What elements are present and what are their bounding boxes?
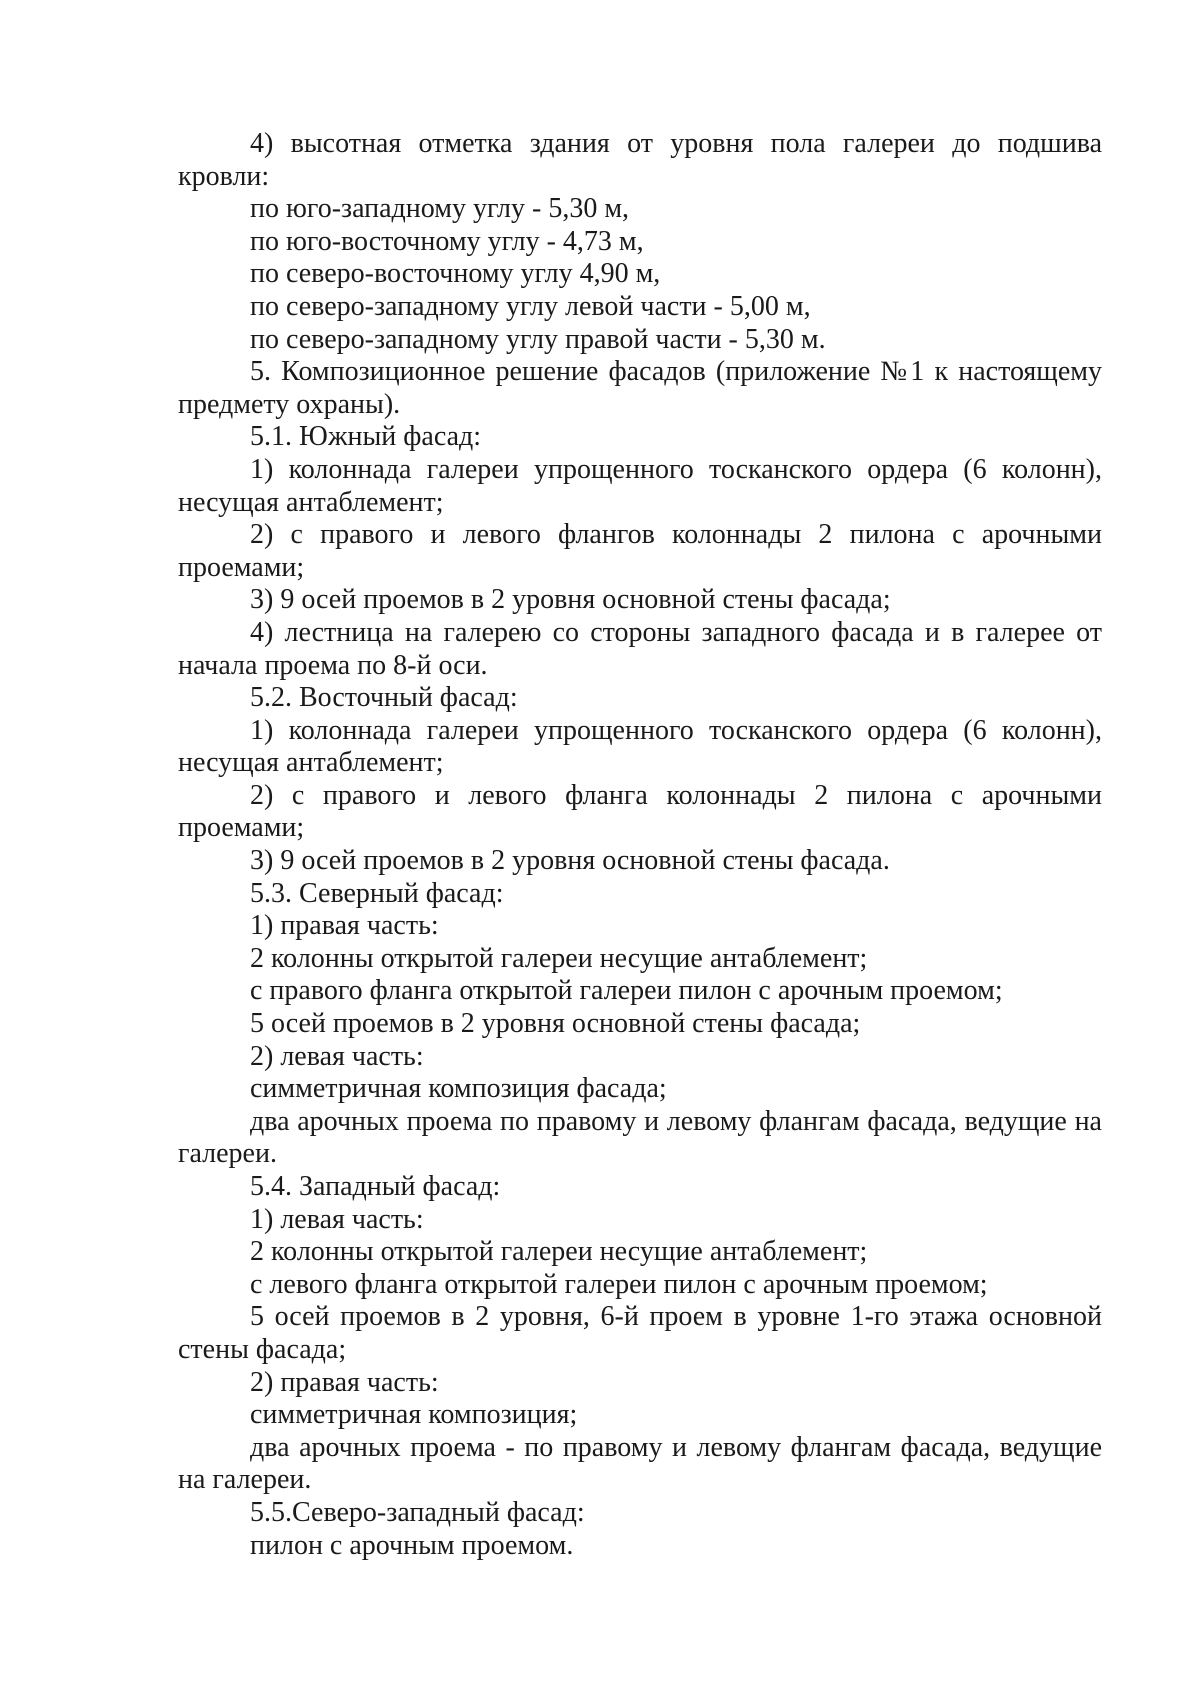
- list-item: два арочных проема - по правому и левому флангам фасада, ведущие на галереи.: [178, 1431, 1102, 1496]
- section-heading-5-1: 5.1. Южный фасад:: [250, 421, 482, 453]
- paragraph-southwest-corner: по юго-западному углу - 5,30 м,: [250, 193, 630, 225]
- paragraph-height-mark: 4) высотная отметка здания от уровня пола галереи до подшива кровли:: [178, 128, 1102, 192]
- list-item: пилон с арочным проемом.: [250, 1529, 574, 1561]
- section-heading-5: 5. Композиционное решение фасадов (приложение №1 к настоящему предмету охраны).: [178, 356, 1102, 420]
- section-heading-5-3: 5.3. Северный фасад:: [250, 877, 504, 909]
- list-item: симметричная композиция;: [250, 1399, 578, 1431]
- list-item: 2) с правого и левого флангов колоннады 2 пилона с арочными проемами;: [178, 519, 1102, 583]
- list-item: с правого фланга открытой галереи пилон с арочным проемом;: [250, 975, 1003, 1007]
- list-item: 4) лестница на галерею со стороны западного фасада и в галерее от начала проема по 8-й оси.: [178, 616, 1102, 681]
- paragraph-northeast-corner: по северо-восточному углу 4,90 м,: [250, 258, 661, 290]
- list-item: 1) колоннада галереи упрощенного тосканского ордера (6 колонн), несущая антаблемент;: [178, 714, 1102, 779]
- list-item: 1) колоннада галереи упрощенного тосканского ордера (6 колонн), несущая антаблемент;: [178, 453, 1102, 518]
- section-heading-5-2: 5.2. Восточный фасад:: [250, 682, 518, 714]
- paragraph-northwest-right: по северо-западному углу правой части - 5,30 м.: [250, 323, 826, 355]
- list-item: 3) 9 осей проемов в 2 уровня основной стены фасада.: [250, 845, 890, 877]
- paragraph-northwest-left: по северо-западному углу левой части - 5,00 м,: [250, 290, 811, 322]
- list-item: 5 осей проемов в 2 уровня основной стены фасада;: [250, 1008, 861, 1040]
- section-heading-5-4: 5.4. Западный фасад:: [250, 1171, 501, 1202]
- list-item: 2) левая часть:: [250, 1040, 424, 1072]
- paragraph-southeast-corner: по юго-восточному углу - 4,73 м,: [250, 225, 644, 257]
- document-body: [178, 128, 1102, 1562]
- list-item: 2) правая часть:: [250, 1366, 439, 1398]
- list-item: 5 осей проемов в 2 уровня, 6-й проем в уровне 1-го этажа основной стены фасада;: [178, 1301, 1102, 1365]
- list-item: 3) 9 осей проемов в 2 уровня основной стены фасада;: [250, 584, 891, 616]
- list-item: 1) правая часть:: [250, 910, 439, 942]
- list-item: 2 колонны открытой галереи несущие антаблемент;: [250, 942, 868, 974]
- list-item: с левого фланга открытой галереи пилон с арочным проемом;: [250, 1268, 988, 1300]
- list-item: 1) левая часть:: [250, 1203, 424, 1235]
- list-item: 2 колонны открытой галереи несущие антаблемент;: [250, 1236, 868, 1268]
- list-item: 2) с правого и левого фланга колоннады 2 пилона с арочными проемами;: [178, 779, 1102, 844]
- list-item: два арочных проема по правому и левому флангам фасада, ведущие на галереи.: [178, 1105, 1102, 1170]
- section-heading-5-5: 5.5.Северо-западный фасад:: [250, 1496, 585, 1528]
- list-item: симметричная композиция фасада;: [250, 1073, 667, 1105]
